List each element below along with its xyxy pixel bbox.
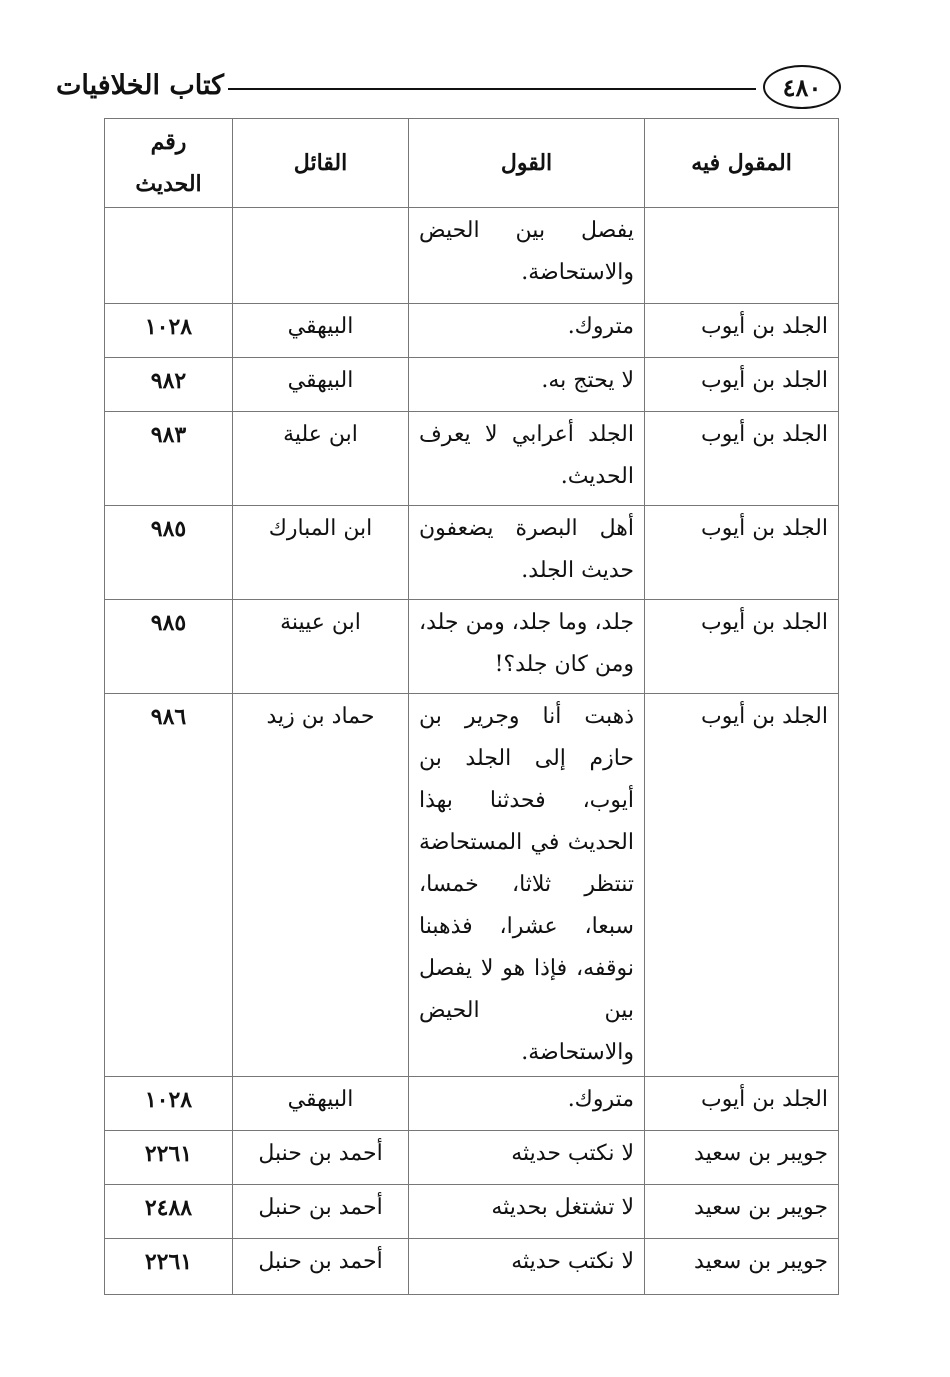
said-about-cell: الجلد بن أيوب — [645, 1077, 839, 1131]
hadith-number-cell: ٩٨٦ — [105, 694, 233, 1077]
said-about-cell: جويبر بن سعيد — [645, 1239, 839, 1295]
quote-cell: لا يحتج به. — [409, 358, 645, 412]
header-rule — [228, 88, 756, 90]
hadith-number-cell: ١٠٢٨ — [105, 304, 233, 358]
table-row — [105, 694, 839, 1077]
hadith-number-cell: ١٠٢٨ — [105, 1077, 233, 1131]
table-row — [105, 600, 839, 694]
table-row — [105, 358, 839, 412]
speaker-cell — [233, 208, 409, 304]
said-about-cell: الجلد بن أيوب — [645, 600, 839, 694]
quote-cell: لا نكتب حديثه — [409, 1131, 645, 1185]
page-number: ٤٨٠ — [763, 65, 841, 109]
speaker-cell: أحمد بن حنبل — [233, 1185, 409, 1239]
table-row — [105, 1239, 839, 1295]
hadith-number-cell: ٩٨٥ — [105, 506, 233, 600]
table-header-row — [105, 119, 839, 208]
speaker-cell: حماد بن زيد — [233, 694, 409, 1077]
table-row — [105, 1185, 839, 1239]
table-row — [105, 506, 839, 600]
table-row — [105, 412, 839, 506]
speaker-cell: ابن المبارك — [233, 506, 409, 600]
quote-cell: لا تشتغل بحديثه — [409, 1185, 645, 1239]
said-about-cell — [645, 208, 839, 304]
speaker-cell: ابن علية — [233, 412, 409, 506]
quote-cell: ذهبت أنا وجرير بن حازم إلى الجلد بن أيوب، فحدثنا بهذا الحديث في المستحاضة تنتظر ثلاثا، خمسا، سبعا، عشرا، فذهبنا نوقفه، فإذا هو لا يفصل بين الحيض والاستحاضة. — [409, 694, 645, 1077]
narrators-table — [104, 118, 839, 1295]
book-title: كتاب الخلافيات — [55, 70, 224, 101]
quote-cell: جلد، وما جلد، ومن جلد، ومن كان جلد؟! — [409, 600, 645, 694]
header-speaker: القائل — [233, 119, 409, 208]
said-about-cell: الجلد بن أيوب — [645, 506, 839, 600]
speaker-cell: أحمد بن حنبل — [233, 1131, 409, 1185]
said-about-cell: الجلد بن أيوب — [645, 304, 839, 358]
said-about-cell: جويبر بن سعيد — [645, 1131, 839, 1185]
header-quote: القول — [409, 119, 645, 208]
speaker-cell: ابن عيينة — [233, 600, 409, 694]
hadith-number-cell: ٢٢٦١ — [105, 1239, 233, 1295]
header-said-about: المقول فيه — [645, 119, 839, 208]
hadith-number-cell: ٩٨٢ — [105, 358, 233, 412]
table-row — [105, 1131, 839, 1185]
table-row — [105, 208, 839, 304]
speaker-cell: البيهقي — [233, 358, 409, 412]
quote-cell: الجلد أعرابي لا يعرف الحديث. — [409, 412, 645, 506]
speaker-cell: أحمد بن حنبل — [233, 1239, 409, 1295]
header-hadith-number: رقم الحديث — [105, 119, 233, 208]
speaker-cell: البيهقي — [233, 1077, 409, 1131]
hadith-number-cell: ٩٨٣ — [105, 412, 233, 506]
quote-cell: متروك. — [409, 304, 645, 358]
quote-cell: لا نكتب حديثه — [409, 1239, 645, 1295]
page-header — [55, 60, 840, 116]
said-about-cell: جويبر بن سعيد — [645, 1185, 839, 1239]
said-about-cell: الجلد بن أيوب — [645, 358, 839, 412]
speaker-cell: البيهقي — [233, 304, 409, 358]
quote-cell: يفصل بين الحيض والاستحاضة. — [409, 208, 645, 304]
table-body — [105, 208, 839, 1295]
hadith-number-cell: ٩٨٥ — [105, 600, 233, 694]
hadith-number-cell: ٢٤٨٨ — [105, 1185, 233, 1239]
quote-cell: متروك. — [409, 1077, 645, 1131]
quote-cell: أهل البصرة يضعفون حديث الجلد. — [409, 506, 645, 600]
hadith-number-cell: ٢٢٦١ — [105, 1131, 233, 1185]
hadith-number-cell — [105, 208, 233, 304]
said-about-cell: الجلد بن أيوب — [645, 694, 839, 1077]
said-about-cell: الجلد بن أيوب — [645, 412, 839, 506]
table-row — [105, 1077, 839, 1131]
table-row — [105, 304, 839, 358]
